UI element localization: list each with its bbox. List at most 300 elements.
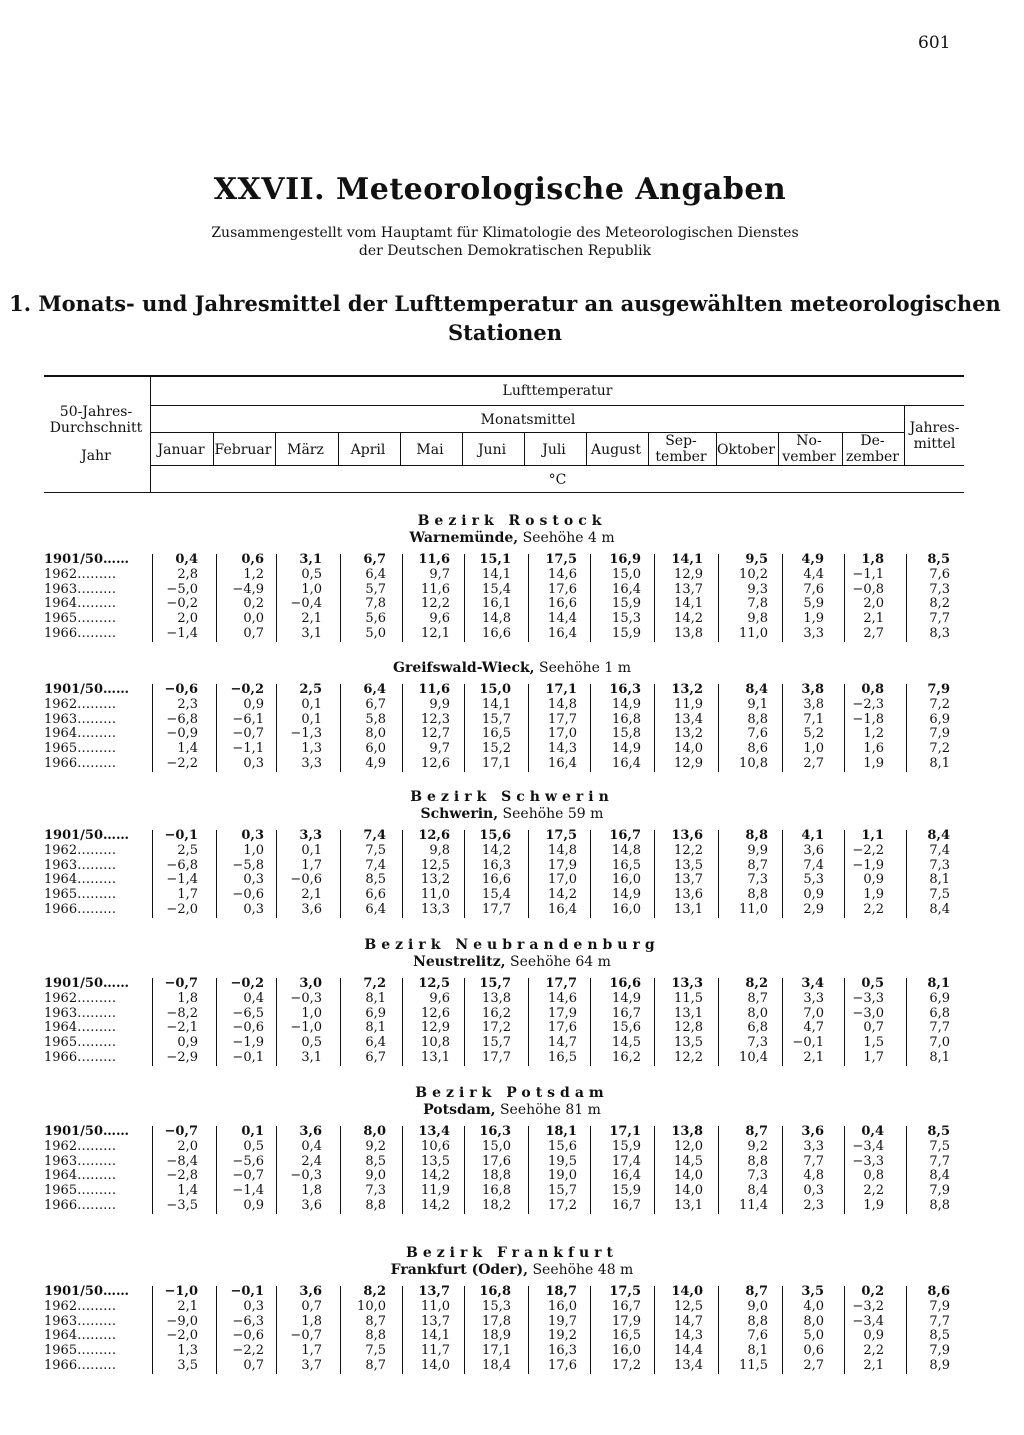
table-cell: 0,2 [861,1284,884,1299]
table-cell: 16,6 [482,872,511,888]
table-cell: −2,8 [166,1168,198,1184]
table-cell: 0,0 [243,611,264,627]
table-cell: −0,7 [164,976,198,991]
table-cell: 8,8 [747,711,768,727]
station-heading [0,530,1024,546]
row-label: 1963……… [44,712,117,727]
table-cell: 8,2 [745,976,768,991]
table-cell: 16,1 [482,596,511,612]
table-cell: 14,8 [548,842,577,858]
table-cell: 8,1 [365,1020,386,1036]
station-name: Potsdam, [423,1102,496,1118]
table-cell: 9,5 [745,552,768,567]
table-cell: 5,9 [803,596,824,612]
month-header-line2: tember [655,449,707,465]
month-header: März [287,442,324,458]
table-cell: 10,8 [421,1035,450,1051]
table-cell: 7,3 [747,1168,768,1184]
table-cell: 13,8 [674,626,703,641]
table-cell: 9,1 [747,696,768,712]
group-header: Lufttemperatur [502,383,613,399]
table-cell: 5,7 [365,581,386,597]
table-cell: 15,7 [482,711,511,727]
table-row [0,1140,1024,1154]
table-cell: 18,1 [545,1124,577,1139]
table-cell: 8,1 [365,990,386,1006]
table-cell: 0,3 [243,872,264,888]
table-row [0,903,1024,917]
month-header [842,433,903,465]
bezirk-heading: Bezirk Potsdam [415,1085,609,1101]
table-title-line1: 1. Monats- und Jahresmittel der Lufttemperatur an ausgewählten meteorologischen [9,291,1001,316]
table-cell: 2,1 [863,1358,884,1373]
table-cell: 16,3 [609,682,641,697]
table-cell: −6,3 [232,1313,264,1329]
table-cell: 8,7 [745,1124,768,1139]
table-row [0,1285,1024,1299]
table-cell: 14,9 [612,741,641,757]
table-cell: 16,4 [612,1168,641,1184]
table-cell: −3,3 [852,990,884,1006]
table-cell: 3,6 [301,902,322,917]
table-row [0,1007,1024,1021]
table-cell: 7,8 [747,596,768,612]
table-cell: −2,2 [852,842,884,858]
month-header: April [350,442,386,458]
row-label: 1966……… [44,1199,117,1213]
table-cell: 15,9 [612,596,641,612]
table-cell: 9,7 [429,741,450,757]
table-cell: 3,6 [299,1284,322,1299]
table-cell: 5,8 [365,711,386,727]
table-cell: 15,7 [479,976,511,991]
table-cell: 13,4 [674,1358,703,1373]
table-cell: 8,1 [929,756,950,771]
table-cell: 0,3 [803,1183,824,1199]
table-cell: 15,3 [612,611,641,627]
table-cell: 1,0 [301,581,322,597]
table-cell: 6,4 [365,902,386,917]
table-cell: −0,8 [852,581,884,597]
table-cell: 1,8 [177,990,198,1006]
table-cell: −0,6 [164,682,198,697]
table-cell: −0,9 [166,726,198,742]
table-cell: 14,9 [612,696,641,712]
table-cell: 11,5 [739,1358,768,1373]
table-cell: 17,6 [548,581,577,597]
month-header: Februar [214,442,272,458]
table-cell: 3,1 [301,626,322,641]
station-name: Greifswald-Wieck, [393,660,535,676]
table-cell: 17,6 [482,1153,511,1169]
station-name: Warnemünde, [409,530,519,546]
table-cell: 13,6 [674,887,703,903]
table-cell: 6,9 [365,1005,386,1021]
table-cell: 13,7 [418,1284,450,1299]
table-cell: 13,6 [671,828,703,843]
table-cell: 8,5 [365,1153,386,1169]
table-cell: 15,7 [482,1035,511,1051]
table-cell: 11,9 [421,1183,450,1199]
station-heading [0,954,1024,970]
table-row [0,1329,1024,1343]
table-cell: 16,2 [482,1005,511,1021]
table-cell: 0,8 [863,1168,884,1184]
table-cell: 7,5 [365,1343,386,1359]
table-cell: 16,8 [482,1183,511,1199]
row-label: 1965……… [44,888,117,903]
table-cell: 12,2 [421,596,450,612]
table-cell: 7,2 [929,696,950,712]
table-cell: 14,7 [674,1313,703,1329]
table-cell: 7,5 [929,887,950,903]
table-cell: −6,8 [166,857,198,873]
table-cell: 8,8 [365,1328,386,1344]
table-cell: 14,4 [674,1343,703,1359]
page-number: 601 [918,33,951,53]
table-cell: 18,4 [482,1358,511,1373]
table-cell: 1,2 [243,566,264,582]
table-cell: −9,0 [166,1313,198,1329]
table-cell: 7,2 [929,741,950,757]
table-cell: −1,1 [852,566,884,582]
table-cell: 7,7 [929,1020,950,1036]
table-cell: 1,4 [177,1183,198,1199]
table-cell: 0,4 [243,990,264,1006]
table-cell: 16,8 [479,1284,511,1299]
table-cell: 16,3 [482,857,511,873]
table-cell: 13,4 [418,1124,450,1139]
table-cell: 0,3 [243,902,264,917]
monthly-header: Monatsmittel [480,412,576,428]
table-cell: 8,6 [747,741,768,757]
table-cell: 15,6 [612,1020,641,1036]
table-cell: 0,3 [243,756,264,771]
table-cell: −1,1 [232,741,264,757]
table-cell: 17,5 [545,828,577,843]
table-cell: 13,3 [671,976,703,991]
table-cell: 19,2 [548,1328,577,1344]
table-cell: 19,5 [548,1153,577,1169]
table-cell: 2,1 [301,611,322,627]
table-cell: −0,3 [290,1168,322,1184]
table-cell: 9,2 [365,1138,386,1154]
rule-below-group [151,405,964,406]
table-cell: 16,4 [612,581,641,597]
table-cell: 3,4 [801,976,824,991]
table-cell: 7,9 [929,1298,950,1314]
table-cell: 17,2 [612,1358,641,1373]
table-cell: 0,3 [241,828,264,843]
table-cell: −1,0 [164,1284,198,1299]
table-row [0,742,1024,756]
table-cell: 7,7 [929,1313,950,1329]
table-cell: 11,4 [739,1198,768,1213]
table-cell: 16,7 [612,1298,641,1314]
table-cell: 13,7 [674,872,703,888]
table-cell: 2,2 [863,902,884,917]
row-label: 1966……… [44,1051,117,1065]
table-cell: 18,2 [482,1198,511,1213]
table-cell: −0,6 [232,887,264,903]
table-cell: 8,9 [929,1358,950,1373]
table-cell: 7,9 [929,1183,950,1199]
table-cell: 2,0 [177,611,198,627]
table-cell: −3,4 [852,1138,884,1154]
table-row [0,1051,1024,1065]
table-cell: 14,8 [482,611,511,627]
table-row [0,553,1024,567]
table-cell: 8,4 [747,1183,768,1199]
table-cell: 17,1 [482,756,511,771]
table-cell: −6,1 [232,711,264,727]
month-header: Mai [416,442,444,458]
table-cell: 6,9 [929,990,950,1006]
table-cell: 16,4 [548,902,577,917]
table-cell: 15,4 [482,887,511,903]
table-cell: 3,3 [299,828,322,843]
table-cell: 16,4 [548,626,577,641]
table-cell: 0,9 [177,1035,198,1051]
table-cell: −6,8 [166,711,198,727]
table-cell: 17,0 [548,726,577,742]
station-height: Seehöhe 64 m [510,954,611,970]
table-row [0,612,1024,626]
table-cell: −0,7 [232,726,264,742]
table-cell: 12,1 [421,626,450,641]
table-cell: 8,5 [927,1124,950,1139]
table-cell: 0,4 [861,1124,884,1139]
table-cell: −2,2 [232,1343,264,1359]
table-cell: 8,5 [365,872,386,888]
table-cell: 12,6 [418,828,450,843]
header-top-rule [44,375,964,377]
table-cell: 0,4 [175,552,198,567]
table-cell: 6,6 [365,887,386,903]
table-cell: 3,6 [299,1124,322,1139]
table-cell: 14,2 [421,1198,450,1213]
row-label: 1901/50…… [44,977,130,991]
table-cell: 8,8 [929,1198,950,1213]
table-cell: 11,6 [418,682,450,697]
table-cell: 14,7 [548,1035,577,1051]
table-cell: 5,2 [803,726,824,742]
table-cell: 3,3 [803,626,824,641]
table-cell: 17,2 [548,1198,577,1213]
table-cell: 8,7 [747,857,768,873]
table-row [0,1199,1024,1213]
table-cell: −2,0 [166,1328,198,1344]
table-cell: 2,1 [301,887,322,903]
table-cell: 17,6 [548,1020,577,1036]
table-cell: 11,6 [421,581,450,597]
table-cell: 2,0 [863,596,884,612]
table-cell: 1,9 [863,887,884,903]
row-label: 1901/50…… [44,553,130,567]
table-cell: 9,2 [747,1138,768,1154]
table-cell: −8,2 [166,1005,198,1021]
table-row [0,1021,1024,1035]
table-cell: 2,7 [863,626,884,641]
table-cell: 3,3 [803,1138,824,1154]
table-cell: 6,7 [365,1050,386,1065]
table-cell: 17,1 [482,1343,511,1359]
table-cell: −0,6 [290,872,322,888]
table-cell: 14,1 [482,566,511,582]
table-cell: 17,9 [548,857,577,873]
table-cell: 3,3 [803,990,824,1006]
table-cell: 14,2 [548,887,577,903]
table-cell: 4,7 [803,1020,824,1036]
table-cell: 1,9 [803,611,824,627]
table-cell: 12,6 [421,1005,450,1021]
table-cell: 0,2 [243,596,264,612]
station-height: Seehöhe 1 m [539,660,631,676]
table-cell: 0,5 [301,1035,322,1051]
table-cell: 16,5 [482,726,511,742]
table-cell: −3,0 [852,1005,884,1021]
table-cell: 1,8 [301,1313,322,1329]
table-cell: 1,9 [863,1198,884,1213]
table-cell: 1,3 [301,741,322,757]
table-cell: 0,1 [301,696,322,712]
table-cell: 13,1 [674,1198,703,1213]
table-cell: 11,9 [674,696,703,712]
bezirk-heading: Bezirk Frankfurt [405,1245,619,1261]
table-cell: 2,2 [863,1343,884,1359]
table-cell: 16,7 [612,1198,641,1213]
table-cell: 12,7 [421,726,450,742]
row-label: 1964……… [44,1021,117,1036]
table-row [0,627,1024,641]
station-heading [0,1262,1024,1278]
table-cell: 15,7 [548,1183,577,1199]
table-cell: 13,7 [421,1313,450,1329]
table-cell: 14,6 [548,990,577,1006]
table-cell: 10,2 [739,566,768,582]
table-cell: 2,7 [803,1358,824,1373]
table-cell: 14,0 [674,741,703,757]
table-cell: 17,7 [545,976,577,991]
bezirk-heading: Bezirk Rostock [417,513,607,529]
header-bottom-rule [44,492,964,493]
table-cell: 3,8 [803,696,824,712]
table-cell: 5,6 [365,611,386,627]
table-cell: 19,7 [548,1313,577,1329]
table-cell: 17,7 [482,1050,511,1065]
table-cell: −1,4 [166,626,198,641]
table-cell: 17,5 [545,552,577,567]
table-cell: 11,6 [418,552,450,567]
table-cell: 18,7 [545,1284,577,1299]
table-row [0,698,1024,712]
table-cell: 2,3 [803,1198,824,1213]
table-cell: 16,6 [609,976,641,991]
table-cell: 1,7 [863,1050,884,1065]
table-cell: 3,7 [301,1358,322,1373]
table-cell: 1,4 [177,741,198,757]
table-cell: 9,8 [429,842,450,858]
table-cell: 0,7 [863,1020,884,1036]
table-cell: 12,5 [674,1298,703,1314]
station-heading [0,1102,1024,1118]
table-cell: 12,2 [674,842,703,858]
table-cell: 14,6 [548,566,577,582]
row-label-header-line1: 50-Jahres- [59,404,133,420]
bezirk-heading: Bezirk Schwerin [410,789,614,805]
row-label: 1964……… [44,1169,117,1184]
table-row [0,1125,1024,1139]
table-cell: 12,9 [674,566,703,582]
table-row [0,829,1024,843]
table-cell: 14,5 [612,1035,641,1051]
table-cell: 8,1 [927,976,950,991]
table-cell: 7,6 [803,581,824,597]
table-cell: 12,8 [674,1020,703,1036]
table-cell: 14,2 [482,842,511,858]
table-row [0,713,1024,727]
table-cell: 12,5 [418,976,450,991]
table-cell: 17,0 [548,872,577,888]
table-cell: 14,0 [674,1183,703,1199]
table-cell: 1,0 [243,842,264,858]
table-cell: 14,0 [674,1168,703,1184]
station-name: Frankfurt (Oder), [390,1262,528,1278]
table-row [0,1344,1024,1358]
table-cell: 0,7 [301,1298,322,1314]
table-cell: −0,2 [230,682,264,697]
table-cell: −1,9 [852,857,884,873]
row-label: 1964……… [44,727,117,742]
table-cell: −1,3 [290,726,322,742]
table-cell: 2,5 [177,842,198,858]
table-cell: −0,1 [164,828,198,843]
table-cell: 12,2 [674,1050,703,1065]
table-cell: 1,7 [177,887,198,903]
table-cell: 0,3 [243,1298,264,1314]
table-cell: 14,2 [421,1168,450,1184]
table-cell: −0,7 [232,1168,264,1184]
table-cell: 15,8 [612,726,641,742]
table-cell: 0,9 [863,872,884,888]
table-row [0,873,1024,887]
table-cell: −0,3 [290,990,322,1006]
station-height: Seehöhe 81 m [499,1102,601,1118]
table-cell: 2,8 [177,566,198,582]
table-cell: 16,3 [548,1343,577,1359]
table-cell: 8,5 [927,552,950,567]
table-cell: 14,1 [671,552,703,567]
table-cell: 6,4 [365,566,386,582]
table-cell: 7,3 [747,872,768,888]
table-cell: −1,4 [166,872,198,888]
table-cell: 14,1 [421,1328,450,1344]
month-header: August [591,442,641,458]
table-cell: 8,3 [929,626,950,641]
table-cell: 9,0 [365,1168,386,1184]
table-cell: 8,1 [929,1050,950,1065]
table-cell: 8,2 [929,596,950,612]
table-cell: 7,4 [929,842,950,858]
table-cell: 16,9 [609,552,641,567]
table-cell: 0,9 [863,1328,884,1344]
table-cell: 12,9 [674,756,703,771]
table-cell: 0,5 [861,976,884,991]
table-cell: 10,0 [357,1298,386,1314]
table-cell: 9,0 [747,1298,768,1314]
table-cell: 3,5 [177,1358,198,1373]
table-row [0,1155,1024,1169]
